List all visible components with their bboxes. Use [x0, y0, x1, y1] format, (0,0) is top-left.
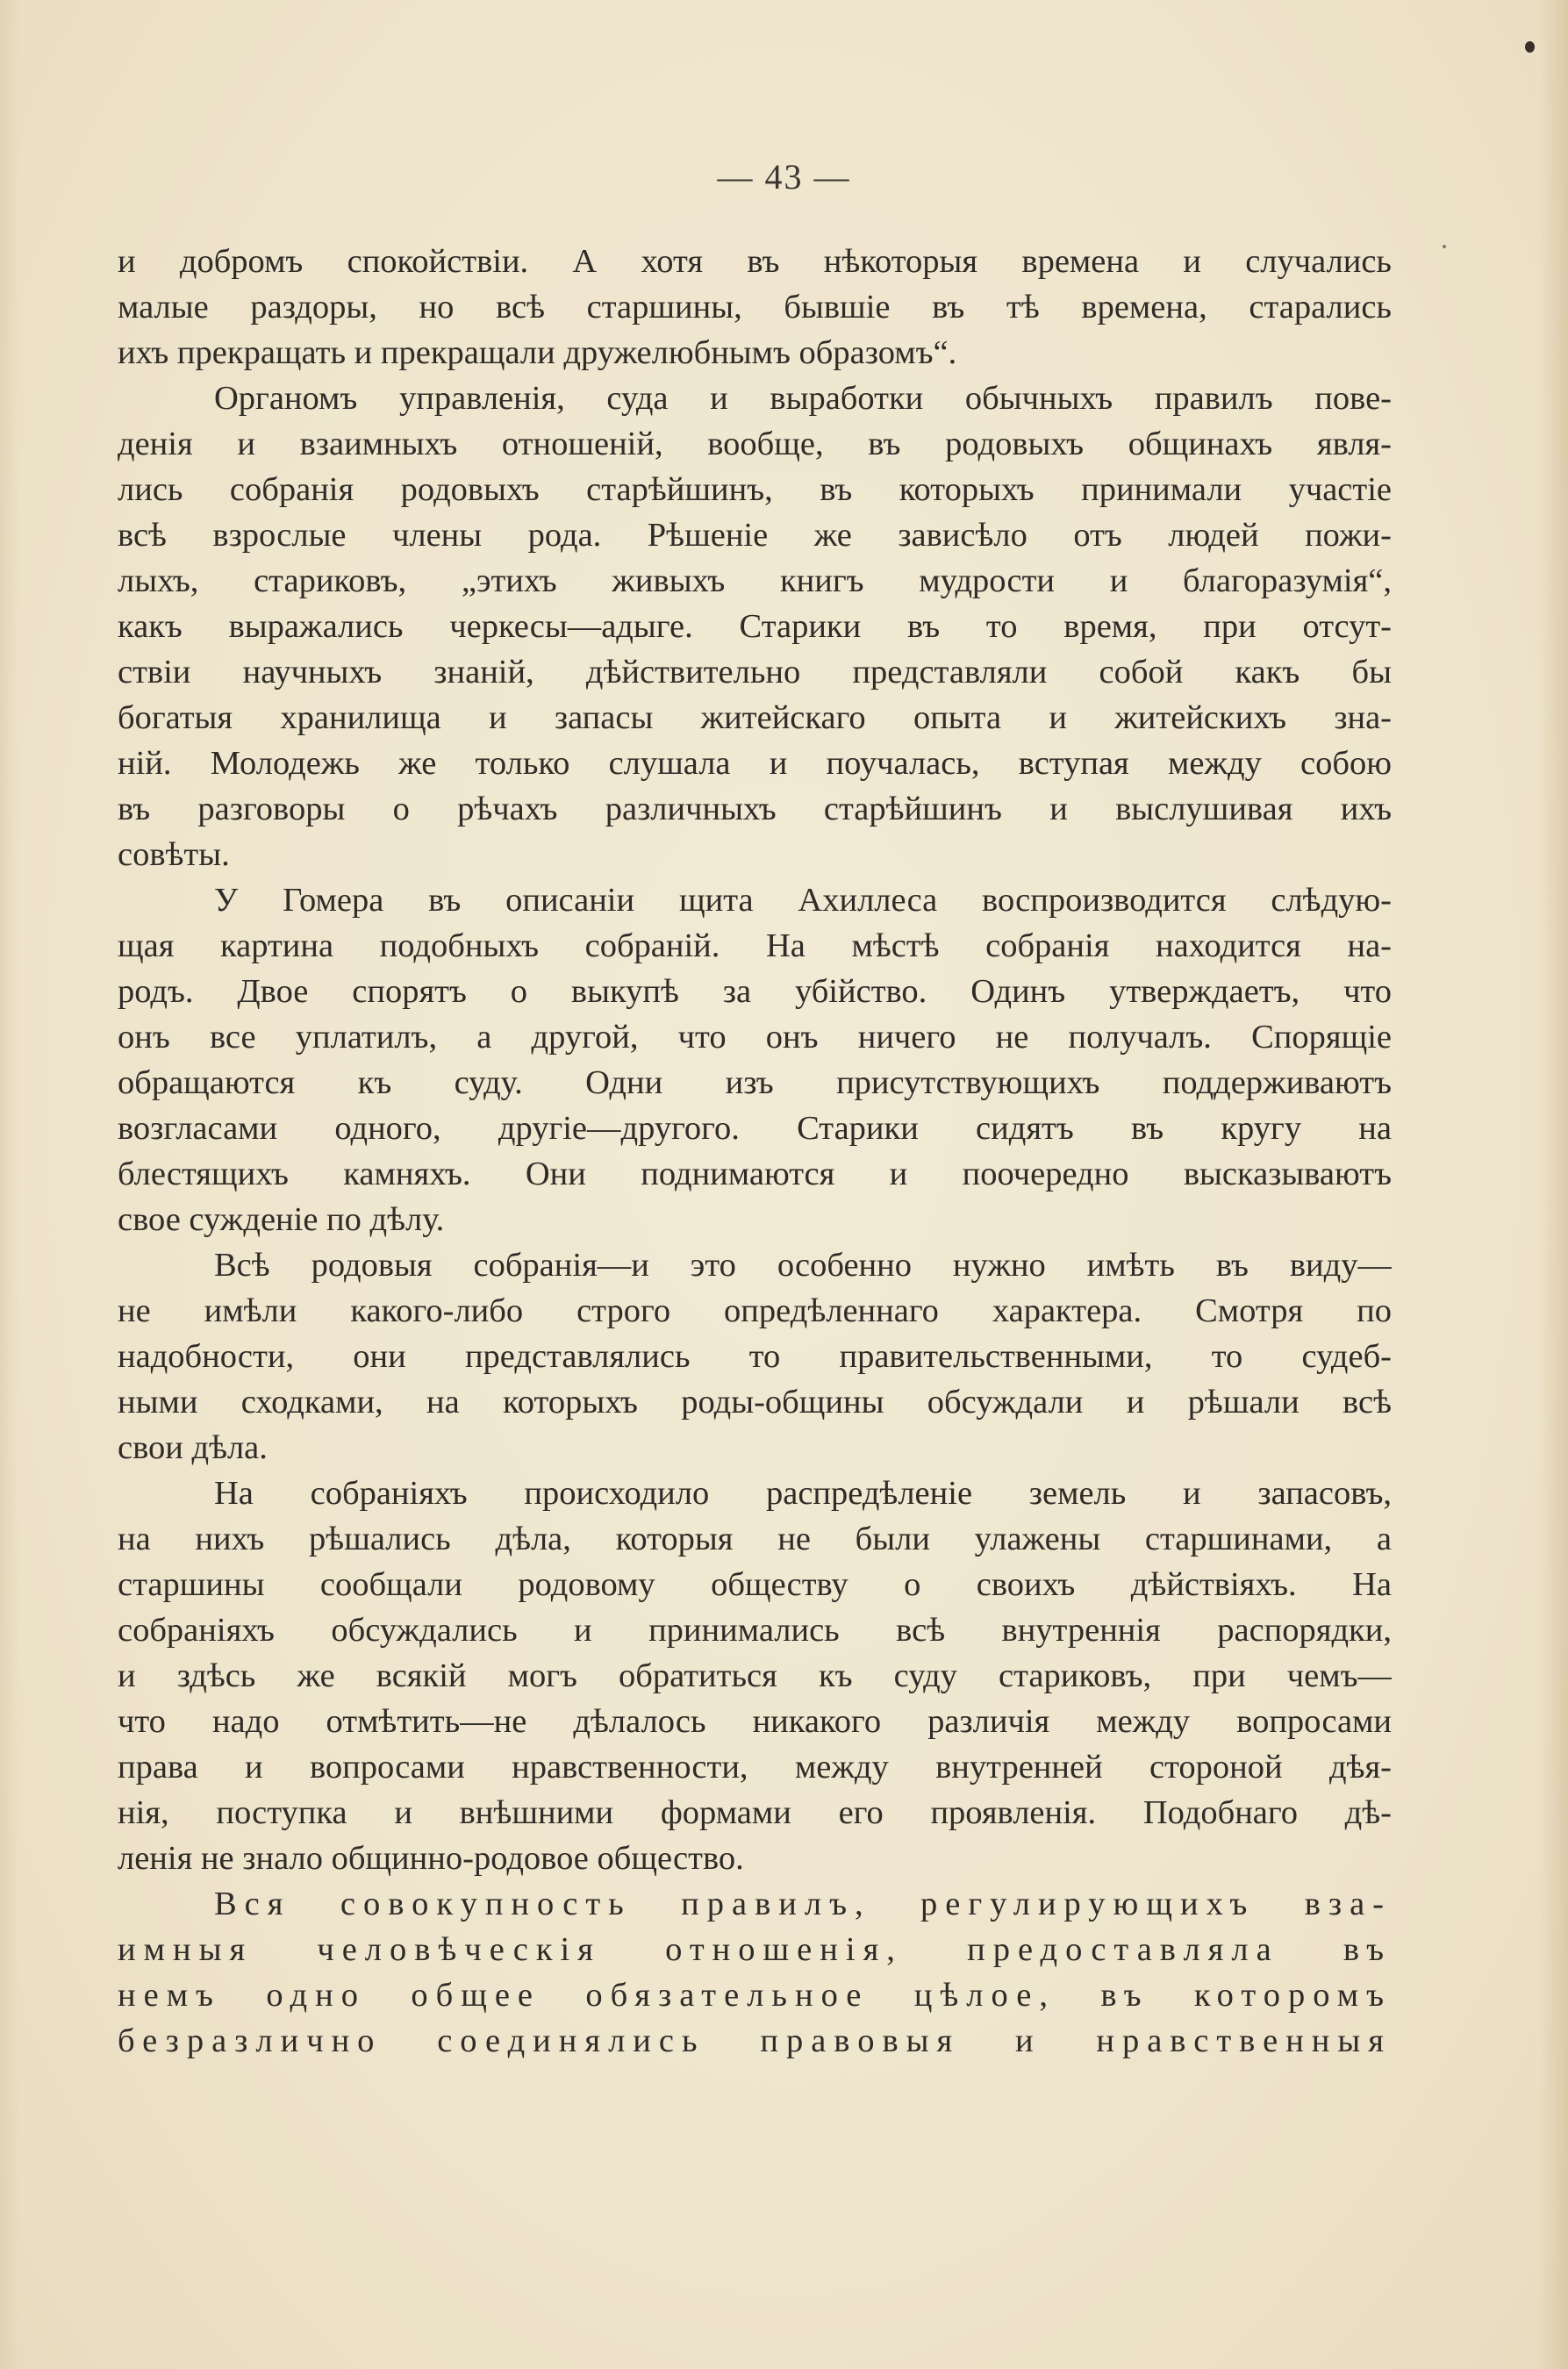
ink-spot [1525, 41, 1535, 53]
text-line: лись собранія родовыхъ старѣйшинъ, въ которыхъ принимали участіе [118, 471, 1392, 508]
text-line: На собраніяхъ происходило распредѣленіе земель и запасовъ, [214, 1475, 1392, 1512]
page-number: — 43 — [717, 157, 851, 197]
text-line: старшины сообщали родовому обществу о своихъ дѣйствіяхъ. На [118, 1566, 1392, 1603]
text-line: ными сходками, на которыхъ роды-общины обсуждали и рѣшали всѣ [118, 1384, 1392, 1421]
text-line: щая картина подобныхъ собраній. На мѣстѣ собранія находится на- [118, 927, 1392, 964]
text-line: обращаются къ суду. Одни изъ присутствующихъ поддерживаютъ [118, 1064, 1392, 1101]
text-line: блестящихъ камняхъ. Они поднимаются и поочередно высказываютъ [118, 1156, 1392, 1192]
text-line: возгласами одного, другіе—другого. Старики сидятъ въ кругу на [118, 1110, 1392, 1147]
text-line: не имѣли какого-либо строго опредѣленнаго характера. Смотря по [118, 1292, 1392, 1329]
text-line: на нихъ рѣшались дѣла, которыя не были улажены старшинами, а [118, 1521, 1392, 1557]
text-line: ленія не знало общинно-родовое общество. [118, 1840, 744, 1877]
text-line: малые раздоры, но всѣ старшины, бывшіе въ тѣ времена, старались [118, 289, 1392, 326]
text-line: и добромъ спокойствіи. А хотя въ нѣкоторыя времена и случались [118, 243, 1392, 280]
page-right-shadow [1538, 0, 1568, 2369]
text-line: и здѣсь же всякій могъ обратиться къ суду стариковъ, при чемъ— [118, 1657, 1392, 1694]
text-line: ствіи научныхъ знаній, дѣйствительно представляли собой какъ бы [118, 654, 1392, 691]
ink-speck [1443, 245, 1446, 248]
text-line: Органомъ управленія, суда и выработки обычныхъ правилъ пове- [214, 380, 1392, 417]
text-line: свои дѣла. [118, 1429, 268, 1466]
text-line: У Гомера въ описаніи щита Ахиллеса воспроизводится слѣдую- [214, 882, 1392, 919]
text-line: свое сужденіе по дѣлу. [118, 1201, 445, 1238]
text-line: безразлично соединялись правовыя и нравственныя [118, 2022, 1392, 2059]
text-line: совѣты. [118, 836, 230, 873]
text-line: родъ. Двое спорятъ о выкупѣ за убійство. Одинъ утверждаетъ, что [118, 973, 1392, 1010]
text-line: нія, поступка и внѣшними формами его проявленія. Подобнаго дѣ- [118, 1794, 1392, 1831]
page-left-shadow [0, 0, 19, 2369]
text-line: денія и взаимныхъ отношеній, вообще, въ родовыхъ общинахъ явля- [118, 426, 1392, 462]
text-line: богатыя хранилища и запасы житейскаго опыта и житейскихъ зна- [118, 699, 1392, 736]
text-line: Вся совокупность правилъ, регулирующихъ вза- [214, 1886, 1392, 1922]
text-line: ихъ прекращать и прекращали дружелюбнымъ образомъ“. [118, 334, 957, 371]
text-line: права и вопросами нравственности, между внутренней стороной дѣя- [118, 1749, 1392, 1786]
text-line: Всѣ родовыя собранія—и это особенно нужно имѣть въ виду— [214, 1247, 1392, 1284]
text-line: собраніяхъ обсуждались и принимались всѣ внутреннія распорядки, [118, 1612, 1392, 1649]
text-line: немъ одно общее обязательное цѣлое, въ которомъ [118, 1977, 1392, 2014]
text-line: надобности, они представлялись то правительственными, то судеб- [118, 1338, 1392, 1375]
text-line: въ разговоры о рѣчахъ различныхъ старѣйшинъ и выслушивая ихъ [118, 791, 1392, 827]
body-text [118, 239, 1392, 2064]
text-line: какъ выражались черкесы—адыге. Старики въ то время, при отсут- [118, 608, 1392, 645]
text-line: имныя человѣческія отношенія, предоставляла въ [118, 1931, 1392, 1968]
text-line: онъ все уплатилъ, а другой, что онъ ничего не получалъ. Спорящіе [118, 1019, 1392, 1056]
text-line: что надо отмѣтить—не дѣлалось никакого различія между вопросами [118, 1703, 1392, 1740]
text-line: лыхъ, стариковъ, „этихъ живыхъ книгъ мудрости и благоразумія“, [118, 562, 1392, 599]
text-line: ній. Молодежь же только слушала и поучалась, вступая между собою [118, 745, 1392, 782]
text-line: всѣ взрослые члены рода. Рѣшеніе же зависѣло отъ людей пожи- [118, 517, 1392, 554]
